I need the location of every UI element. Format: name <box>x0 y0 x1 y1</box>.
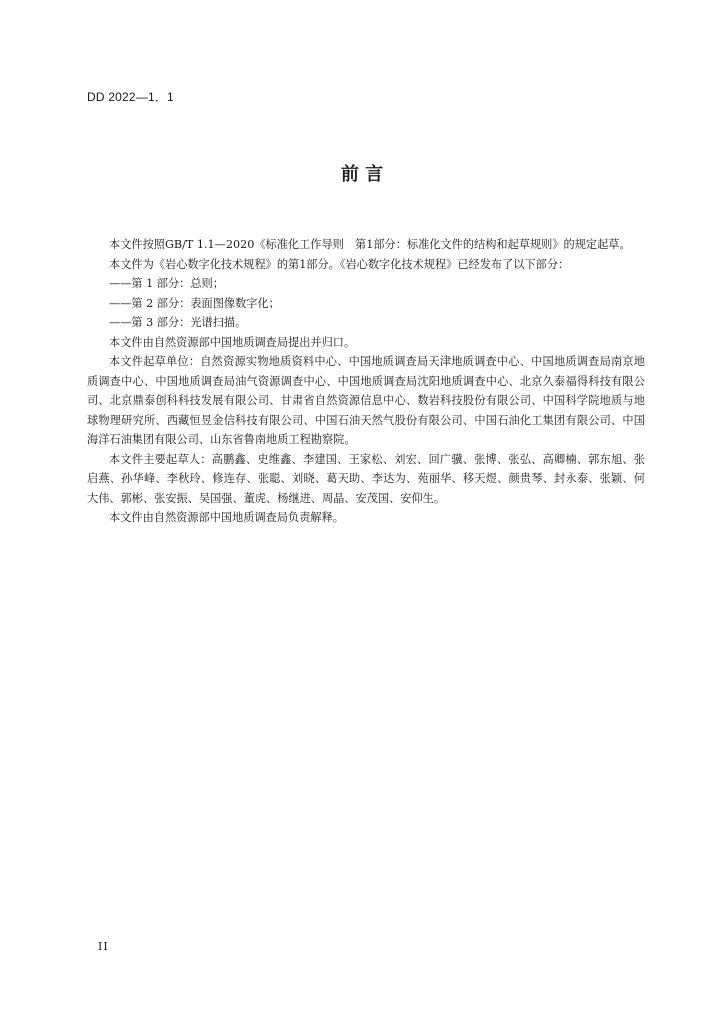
paragraph-part-statement: 本文件为《岩心数字化技术规程》的第1部分。《岩心数字化技术规程》已经发布了以下部分： <box>109 257 570 271</box>
paragraph-proposer: 本文件由自然资源部中国地质调查局提出并归口。 <box>109 335 356 349</box>
paragraph-drafting-units: 本文件起草单位：自然资源实物地质资料中心、中国地质调查局天津地质调查中心、中国地质调查局南京地质调查中心、中国地质调查局油气资源调查中心、中国地质调查局沈阳地质调查中心、北京久泰福得科技有限公司、北京鼎泰创科科技发展有限公司、甘肃省自然资源信息中心、数岩科技股份有限公司、中国科学院地质与地球物理研究所、西藏恒昱金信科技有限公司、中国石油天然气股份有限公司、中国石油化工集团有限公司、中国海洋石油集团有限公司、山东省鲁南地质工程勘察院。 <box>87 355 645 446</box>
paragraph-interpretation: 本文件由自然资源部中国地质调查局负责解释。 <box>109 511 344 524</box>
page-title: 前 言 <box>340 164 384 185</box>
list-item-part-3: ——第 3 部分：光谱扫描。 <box>109 316 247 329</box>
list-item-part-2: ——第 2 部分：表面图像数字化； <box>109 296 280 310</box>
list-item-part-1: ——第 1 部分：总则； <box>109 277 224 290</box>
foreword-body <box>87 235 645 528</box>
document-code: DD 2022—1．1 <box>87 90 174 104</box>
paragraph-drafting-basis: 本文件按照GB/T 1.1—2020《标准化工作导则 第1部分：标准化文件的结构和起草规则》的规定起草。 <box>109 238 631 251</box>
paragraph-drafters: 本文件主要起草人：高鹏鑫、史维鑫、李建国、王家松、刘宏、回广骥、张博、张弘、高卿楠、郭东旭、张启燕、孙华峰、李秋玲、修连存、张聪、刘晓、葛天助、李达为、苑丽华、移天煜、颜贵琴、封永泰、张颖、何大伟、郭彬、张安振、吴国强、董虎、杨继进、周晶、安茂国、安仰生。 <box>87 452 645 505</box>
page-number: II <box>98 940 109 953</box>
